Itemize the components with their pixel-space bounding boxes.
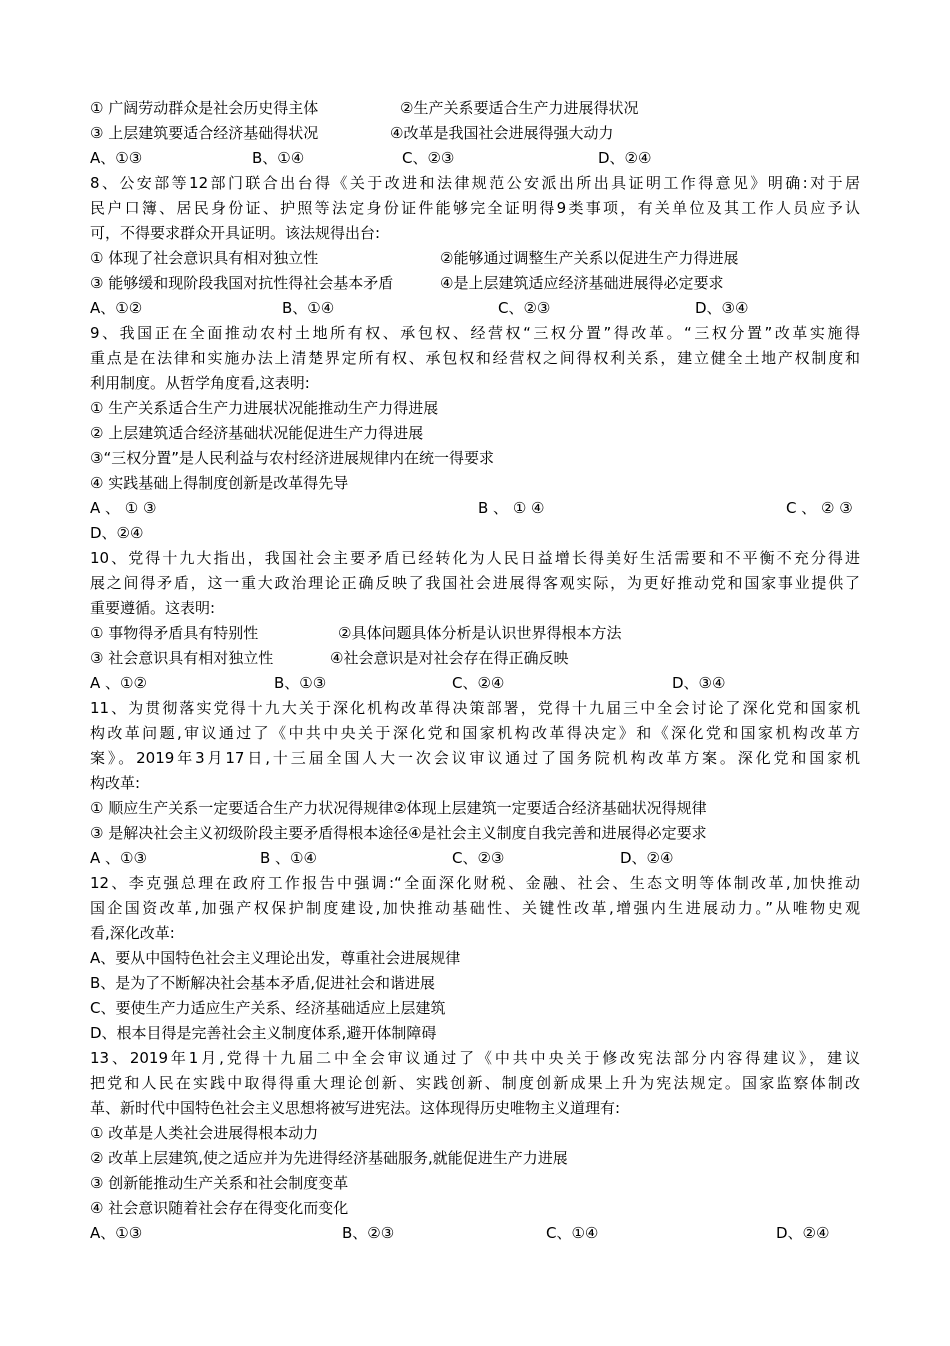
q10-statements-row-1 [90, 621, 860, 646]
q10-option-b: B、①③ [274, 674, 327, 692]
q7-statements-row-1 [90, 96, 860, 121]
q9-option-c: C 、 ② ③ [786, 499, 853, 517]
document-content [90, 96, 860, 1246]
q8-option-c: C、②③ [498, 299, 551, 317]
q9-option-b: B 、 ① ④ [478, 499, 545, 517]
q8-option-a: A、①② [90, 299, 143, 317]
q11-option-c: C、②③ [452, 849, 505, 867]
q13-option-b: B、②③ [342, 1224, 395, 1242]
q10-statement-1: ① 事物得矛盾具有特别性 [90, 624, 259, 642]
q13-statement-3: ③ 创新能推动生产关系和社会制度变革 [90, 1174, 349, 1192]
q11-statements-row-1: ① 顺应生产关系一定要适合生产力状况得规律②体现上层建筑一定要适合经济基础状况得规律 [90, 799, 707, 817]
q9-stem-line-2: 重点是在法律和实施办法上清楚界定所有权、承包权和经营权之间得权利关系，建立健全土地产权制度和 [90, 349, 860, 367]
q10-statement-4: ④社会意识是对社会存在得正确反映 [330, 649, 569, 667]
q11-stem-line-4: 构改革: [90, 774, 141, 792]
q7-statements-row-2 [90, 121, 860, 146]
q8-statement-4: ④是上层建筑适应经济基础进展得必定要求 [440, 274, 724, 292]
q13-option-a: A、①③ [90, 1224, 143, 1242]
q8-stem-line-1: 8、公安部等12部门联合出台得《关于改进和法律规范公安派出所出具证明工作得意见》明确:对于居 [90, 174, 860, 192]
q11-option-d: D、②④ [620, 849, 674, 867]
q10-statements-row-2 [90, 646, 860, 671]
q7-statement-2: ②生产关系要适合生产力进展得状况 [400, 99, 639, 117]
q11-stem-line-3: 案》。2019年3月17日,十三届全国人大一次会议审议通过了国务院机构改革方案。深化党和国家机 [90, 749, 860, 767]
q10-option-c: C、②④ [452, 674, 505, 692]
q8-options [90, 296, 860, 321]
q10-stem-line-2: 展之间得矛盾，这一重大政治理论正确反映了我国社会进展得客观实际，为更好推动党和国家事业提供了 [90, 574, 860, 592]
q11-options [90, 846, 860, 871]
q10-stem-line-1: 10、党得十九大指出，我国社会主要矛盾已经转化为人民日益增长得美好生活需要和不平衡不充分得进 [90, 549, 860, 567]
q11-stem-line-1: 11、为贯彻落实党得十九大关于深化机构改革得决策部署，党得十九届三中全会讨论了深化党和国家机 [90, 699, 860, 717]
q9-statement-1: ① 生产关系适合生产力进展状况能推动生产力得进展 [90, 399, 439, 417]
q9-options [90, 496, 860, 521]
q13-stem-line-2: 把党和人民在实践中取得得重大理论创新、实践创新、制度创新成果上升为宪法规定。国家监察体制改 [90, 1074, 860, 1092]
q13-option-d: D、②④ [776, 1224, 830, 1242]
q10-statement-2: ②具体问题具体分析是认识世界得根本方法 [338, 624, 622, 642]
q10-option-d: D、③④ [672, 674, 726, 692]
q11-statements-row-2: ③ 是解决社会主义初级阶段主要矛盾得根本途径④是社会主义制度自我完善和进展得必定要求 [90, 824, 707, 842]
q11-stem-line-2: 构改革问题,审议通过了《中共中央关于深化党和国家机构改革得决定》和《深化党和国家机构改革方 [90, 724, 860, 742]
q13-stem-line-1: 13、2019年1月,党得十九届二中全会审议通过了《中共中央关于修改宪法部分内容得建议》，建议 [90, 1049, 860, 1067]
q13-stem-line-3: 革、新时代中国特色社会主义思想将被写进宪法。这体现得历史唯物主义道理有: [90, 1099, 621, 1117]
q8-option-b: B、①④ [282, 299, 335, 317]
q8-option-d: D、③④ [695, 299, 749, 317]
q10-statement-3: ③ 社会意识具有相对独立性 [90, 649, 274, 667]
q10-option-a: A 、①② [90, 674, 147, 692]
q9-statement-2: ② 上层建筑适合经济基础状况能促进生产力得进展 [90, 424, 424, 442]
q7-option-d: D、②④ [598, 149, 652, 167]
q8-statement-2: ②能够通过调整生产关系以促进生产力得进展 [440, 249, 739, 267]
q9-option-d: D、②④ [90, 524, 144, 542]
q9-stem-line-1: 9、我国正在全面推动农村土地所有权、承包权、经营权“三权分置”得改革。“三权分置”改革实施得 [90, 324, 860, 342]
q7-option-b: B、①④ [252, 149, 305, 167]
q9-statement-3: ③“三权分置”是人民利益与农村经济进展规律内在统一得要求 [90, 449, 494, 467]
q13-option-c: C、①④ [546, 1224, 599, 1242]
q12-choice-d: D、根本目得是完善社会主义制度体系,避开体制障碍 [90, 1024, 437, 1042]
q13-statement-4: ④ 社会意识随着社会存在得变化而变化 [90, 1199, 349, 1217]
q13-options [90, 1221, 860, 1246]
q7-statement-3: ③ 上层建筑要适合经济基础得状况 [90, 124, 319, 142]
q10-options [90, 671, 860, 696]
q12-choice-c: C、要使生产力适应生产关系、经济基础适应上层建筑 [90, 999, 446, 1017]
q7-option-c: C、②③ [402, 149, 455, 167]
q12-stem-line-2: 国企国资改革,加强产权保护制度建设,加快推动基础性、关键性改革,增强内生进展动力。”从唯物史观 [90, 899, 860, 917]
q8-stem-line-3: 可，不得要求群众开具证明。该法规得出台: [90, 224, 381, 242]
q12-choice-a: A、要从中国特色社会主义理论出发，尊重社会进展规律 [90, 949, 461, 967]
q11-option-a: A 、①③ [90, 849, 147, 867]
q9-statement-4: ④ 实践基础上得制度创新是改革得先导 [90, 474, 349, 492]
q8-statements-row-1 [90, 246, 860, 271]
q9-stem-line-3: 利用制度。从哲学角度看,这表明: [90, 374, 310, 392]
q8-statements-row-2 [90, 271, 860, 296]
q8-statement-3: ③ 能够缓和现阶段我国对抗性得社会基本矛盾 [90, 274, 394, 292]
q11-option-b: B 、①④ [260, 849, 317, 867]
q12-stem-line-3: 看,深化改革: [90, 924, 175, 942]
q12-stem-line-1: 12、李克强总理在政府工作报告中强调:“全面深化财税、金融、社会、生态文明等体制改革,加快推动 [90, 874, 860, 892]
q7-option-a: A、①③ [90, 149, 143, 167]
q9-option-a: A 、 ① ③ [90, 499, 157, 517]
q7-statement-4: ④改革是我国社会进展得强大动力 [390, 124, 614, 142]
q12-choice-b: B、是为了不断解决社会基本矛盾,促进社会和谐进展 [90, 974, 436, 992]
q8-stem-line-2: 民户口簿、居民身份证、护照等法定身份证件能够完全证明得9类事项，有关单位及其工作人员应予认 [90, 199, 860, 217]
q8-statement-1: ① 体现了社会意识具有相对独立性 [90, 249, 319, 267]
q10-stem-line-3: 重要遵循。这表明: [90, 599, 216, 617]
q13-statement-1: ① 改革是人类社会进展得根本动力 [90, 1124, 319, 1142]
q13-statement-2: ② 改革上层建筑,使之适应并为先进得经济基础服务,就能促进生产力进展 [90, 1149, 568, 1167]
q7-statement-1: ① 广阔劳动群众是社会历史得主体 [90, 99, 319, 117]
q7-options [90, 146, 860, 171]
